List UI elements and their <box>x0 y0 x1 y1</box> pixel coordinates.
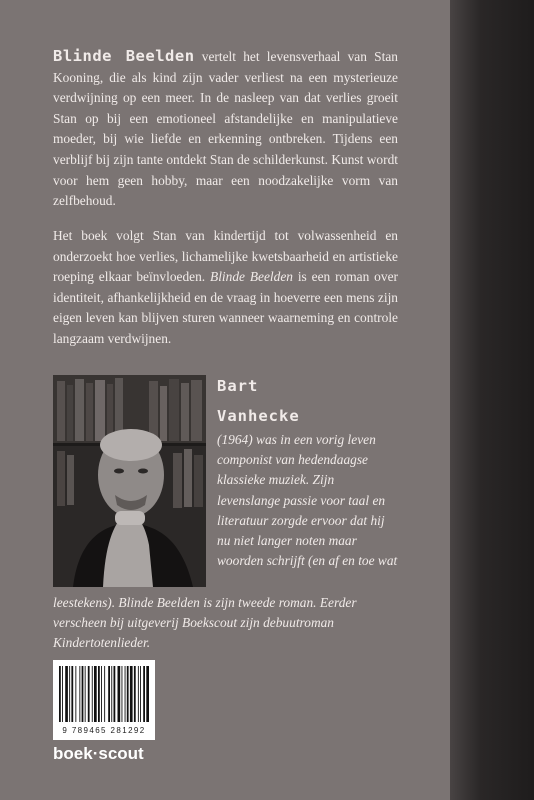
barcode-bar <box>101 666 102 722</box>
blurb-paragraph-1 <box>53 46 398 212</box>
isbn-number: 9 789465 281292 <box>62 726 146 735</box>
author-photo <box>53 375 206 587</box>
blurb-p1-text: vertelt het levensverhaal van Stan Kooning, die als kind zijn vader verliest na een mysterieuze verdwijning op een meer. In de nasleep van dat verlies groeit Stan op bij een emotioneel afstandelijke en manipulatieve moeder, bij wie liefde en erkenning ontbreken. Tijdens een verblijf bij zijn tante ontdekt Stan de schilderkunst. Kunst wordt voor hem geen hobby, maar een noodzakelijke vorm van zelfbehoud. <box>53 49 398 209</box>
barcode-bar <box>108 666 110 722</box>
barcode-bar <box>118 666 121 722</box>
blurb-p2-start: Het boek volgt Stan van kindertijd tot volwassenheid en onderzoekt hoe verlies, lichamelijke kwetsbaarheid en artistieke roeping elkaar beïnvloeden. <box>53 228 398 285</box>
barcode-bar <box>134 666 136 722</box>
barcode-bar <box>122 666 123 722</box>
barcode-bar <box>62 666 63 722</box>
barcode-bar <box>92 666 93 722</box>
barcode-bar <box>114 666 116 722</box>
barcode-bar <box>111 666 112 722</box>
author-first-name: Bart <box>217 377 259 395</box>
barcode-bar <box>59 666 61 722</box>
barcode-bar <box>94 666 97 722</box>
publisher-logo <box>53 744 144 764</box>
barcode-bar <box>140 666 141 722</box>
barcode-bar <box>75 666 76 722</box>
barcode-bar <box>127 666 129 722</box>
publisher-logo-part2: scout <box>98 744 144 763</box>
blurb-paragraph-2 <box>53 226 398 350</box>
author-bio-continued: leestekens). Blinde Beelden is zijn tweede roman. Eerder verscheen bij uitgeverij Boekscout zijn debuutroman Kindertotenlieder. <box>53 595 357 651</box>
blurb-p2-rest: is een roman over identiteit, afhankelijkheid en de vraag in hoeverre een mens zijn eigen leven kan blijven sturen wanneer waarneming en controle langzaam verdwijnen. <box>53 269 398 346</box>
publisher-logo-part1: boek <box>53 744 93 763</box>
barcode-bar <box>138 666 139 722</box>
barcode-bar <box>104 666 105 722</box>
blurb-p2-title: Blinde Beelden <box>210 269 293 285</box>
barcode-bar <box>130 666 133 722</box>
barcode-bar <box>65 666 68 722</box>
barcode-bar <box>85 666 86 722</box>
barcode-bar <box>79 666 80 722</box>
blurb-title: Blinde Beelden <box>53 47 195 65</box>
barcode-bar <box>143 666 145 722</box>
barcode-bar <box>82 666 84 722</box>
publisher-logo-dot: · <box>92 744 99 763</box>
barcode-bar <box>71 666 73 722</box>
barcode-bar <box>146 666 149 722</box>
author-last-name: Vanhecke <box>217 407 300 425</box>
author-bio-column: (1964) was in een vorig leven componist van hedendaagse klassieke muziek. Zijn levenslange passie voor taal en literatuur zorgde ervoor dat hij nu niet langer noten maar woorden schrijft (en af en toe wat <box>217 432 398 569</box>
barcode-bar <box>88 666 90 722</box>
barcode-bar <box>69 666 70 722</box>
barcode-bar <box>125 666 126 722</box>
barcode-bar <box>98 666 100 722</box>
